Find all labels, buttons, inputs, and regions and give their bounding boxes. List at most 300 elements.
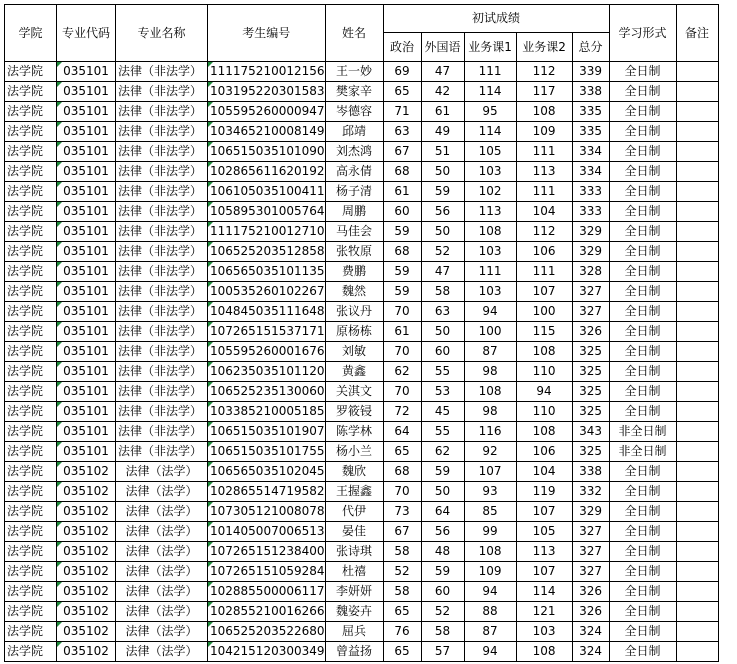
cell-college[interactable]: 法学院 <box>5 202 57 222</box>
cell-foreign-language[interactable]: 55 <box>421 422 464 442</box>
cell-student-name[interactable]: 费鹏 <box>325 262 383 282</box>
cell-foreign-language[interactable]: 59 <box>421 182 464 202</box>
cell-college[interactable]: 法学院 <box>5 462 57 482</box>
cell-major-code[interactable]: 035101 <box>57 82 116 102</box>
cell-course-1[interactable]: 98 <box>464 362 516 382</box>
cell-college[interactable]: 法学院 <box>5 562 57 582</box>
cell-politics[interactable]: 65 <box>383 642 421 662</box>
cell-major-name[interactable]: 法律（法学） <box>116 522 208 542</box>
cell-exam-number[interactable]: 106525235130060 <box>208 382 326 402</box>
cell-exam-number[interactable]: 106565035102045 <box>208 462 326 482</box>
cell-study-mode[interactable]: 全日制 <box>609 262 676 282</box>
header-exam-number[interactable]: 考生编号 <box>208 5 326 62</box>
cell-course-2[interactable]: 107 <box>516 282 572 302</box>
cell-foreign-language[interactable]: 53 <box>421 382 464 402</box>
cell-major-code[interactable]: 035101 <box>57 442 116 462</box>
cell-total[interactable]: 324 <box>572 642 609 662</box>
cell-study-mode[interactable]: 全日制 <box>609 562 676 582</box>
cell-course-2[interactable]: 111 <box>516 142 572 162</box>
cell-course-1[interactable]: 94 <box>464 582 516 602</box>
cell-study-mode[interactable]: 全日制 <box>609 122 676 142</box>
cell-course-2[interactable]: 106 <box>516 242 572 262</box>
cell-course-2[interactable]: 100 <box>516 302 572 322</box>
cell-major-name[interactable]: 法律（非法学） <box>116 182 208 202</box>
cell-course-2[interactable]: 109 <box>516 122 572 142</box>
cell-course-1[interactable]: 116 <box>464 422 516 442</box>
cell-exam-number[interactable]: 106515035101755 <box>208 442 326 462</box>
cell-major-name[interactable]: 法律（非法学） <box>116 302 208 322</box>
cell-course-2[interactable]: 112 <box>516 62 572 82</box>
cell-remarks[interactable] <box>676 262 718 282</box>
cell-college[interactable]: 法学院 <box>5 62 57 82</box>
cell-politics[interactable]: 58 <box>383 542 421 562</box>
cell-major-name[interactable]: 法律（非法学） <box>116 282 208 302</box>
cell-remarks[interactable] <box>676 222 718 242</box>
cell-student-name[interactable]: 刘杰鸿 <box>325 142 383 162</box>
cell-exam-number[interactable]: 111175210012710 <box>208 222 326 242</box>
cell-course-1[interactable]: 87 <box>464 342 516 362</box>
cell-major-code[interactable]: 035102 <box>57 582 116 602</box>
cell-total[interactable]: 327 <box>572 562 609 582</box>
cell-course-1[interactable]: 114 <box>464 122 516 142</box>
cell-politics[interactable]: 72 <box>383 402 421 422</box>
cell-remarks[interactable] <box>676 82 718 102</box>
cell-major-name[interactable]: 法律（法学） <box>116 542 208 562</box>
cell-student-name[interactable]: 张牧原 <box>325 242 383 262</box>
cell-college[interactable]: 法学院 <box>5 482 57 502</box>
cell-total[interactable]: 329 <box>572 242 609 262</box>
cell-exam-number[interactable]: 103465210008149 <box>208 122 326 142</box>
cell-remarks[interactable] <box>676 642 718 662</box>
cell-exam-number[interactable]: 102865611620192 <box>208 162 326 182</box>
cell-student-name[interactable]: 杨子清 <box>325 182 383 202</box>
cell-study-mode[interactable]: 全日制 <box>609 62 676 82</box>
cell-exam-number[interactable]: 100535260102267 <box>208 282 326 302</box>
cell-major-name[interactable]: 法律（非法学） <box>116 422 208 442</box>
cell-foreign-language[interactable]: 58 <box>421 622 464 642</box>
cell-college[interactable]: 法学院 <box>5 222 57 242</box>
cell-politics[interactable]: 63 <box>383 122 421 142</box>
cell-major-name[interactable]: 法律（非法学） <box>116 162 208 182</box>
cell-politics[interactable]: 65 <box>383 442 421 462</box>
cell-course-2[interactable]: 114 <box>516 582 572 602</box>
cell-exam-number[interactable]: 106105035100411 <box>208 182 326 202</box>
cell-college[interactable]: 法学院 <box>5 602 57 622</box>
cell-total[interactable]: 325 <box>572 442 609 462</box>
cell-total[interactable]: 334 <box>572 142 609 162</box>
cell-major-code[interactable]: 035102 <box>57 622 116 642</box>
cell-total[interactable]: 326 <box>572 602 609 622</box>
cell-total[interactable]: 334 <box>572 162 609 182</box>
cell-politics[interactable]: 68 <box>383 242 421 262</box>
cell-total[interactable]: 327 <box>572 522 609 542</box>
cell-college[interactable]: 法学院 <box>5 282 57 302</box>
cell-foreign-language[interactable]: 57 <box>421 642 464 662</box>
cell-major-name[interactable]: 法律（法学） <box>116 602 208 622</box>
cell-exam-number[interactable]: 106515035101090 <box>208 142 326 162</box>
cell-study-mode[interactable]: 全日制 <box>609 202 676 222</box>
cell-total[interactable]: 339 <box>572 62 609 82</box>
cell-course-1[interactable]: 114 <box>464 82 516 102</box>
cell-course-1[interactable]: 109 <box>464 562 516 582</box>
cell-student-name[interactable]: 魏然 <box>325 282 383 302</box>
header-remarks[interactable]: 备注 <box>676 5 718 62</box>
cell-remarks[interactable] <box>676 402 718 422</box>
cell-major-code[interactable]: 035102 <box>57 642 116 662</box>
header-major-code[interactable]: 专业代码 <box>57 5 116 62</box>
cell-course-2[interactable]: 119 <box>516 482 572 502</box>
cell-college[interactable]: 法学院 <box>5 402 57 422</box>
cell-total[interactable]: 328 <box>572 262 609 282</box>
cell-foreign-language[interactable]: 50 <box>421 222 464 242</box>
header-foreign-language[interactable]: 外国语 <box>421 33 464 62</box>
cell-student-name[interactable]: 罗筱锓 <box>325 402 383 422</box>
cell-course-1[interactable]: 108 <box>464 222 516 242</box>
cell-remarks[interactable] <box>676 62 718 82</box>
cell-exam-number[interactable]: 104845035111648 <box>208 302 326 322</box>
cell-major-name[interactable]: 法律（法学） <box>116 502 208 522</box>
cell-politics[interactable]: 71 <box>383 102 421 122</box>
cell-politics[interactable]: 62 <box>383 362 421 382</box>
cell-study-mode[interactable]: 全日制 <box>609 602 676 622</box>
cell-foreign-language[interactable]: 55 <box>421 362 464 382</box>
cell-foreign-language[interactable]: 42 <box>421 82 464 102</box>
cell-course-1[interactable]: 93 <box>464 482 516 502</box>
cell-major-code[interactable]: 035101 <box>57 422 116 442</box>
cell-course-1[interactable]: 107 <box>464 462 516 482</box>
cell-major-name[interactable]: 法律（非法学） <box>116 62 208 82</box>
cell-course-2[interactable]: 107 <box>516 502 572 522</box>
cell-remarks[interactable] <box>676 282 718 302</box>
cell-foreign-language[interactable]: 50 <box>421 322 464 342</box>
cell-study-mode[interactable]: 全日制 <box>609 362 676 382</box>
cell-major-code[interactable]: 035101 <box>57 362 116 382</box>
cell-politics[interactable]: 73 <box>383 502 421 522</box>
cell-student-name[interactable]: 杜禧 <box>325 562 383 582</box>
cell-course-2[interactable]: 115 <box>516 322 572 342</box>
cell-course-1[interactable]: 85 <box>464 502 516 522</box>
cell-politics[interactable]: 59 <box>383 282 421 302</box>
cell-study-mode[interactable]: 全日制 <box>609 242 676 262</box>
cell-study-mode[interactable]: 全日制 <box>609 322 676 342</box>
cell-exam-number[interactable]: 102855210016266 <box>208 602 326 622</box>
cell-student-name[interactable]: 周鹏 <box>325 202 383 222</box>
cell-study-mode[interactable]: 全日制 <box>609 542 676 562</box>
cell-student-name[interactable]: 屈兵 <box>325 622 383 642</box>
cell-major-code[interactable]: 035102 <box>57 602 116 622</box>
cell-college[interactable]: 法学院 <box>5 362 57 382</box>
header-total[interactable]: 总分 <box>572 33 609 62</box>
cell-foreign-language[interactable]: 56 <box>421 202 464 222</box>
cell-college[interactable]: 法学院 <box>5 162 57 182</box>
cell-study-mode[interactable]: 全日制 <box>609 462 676 482</box>
cell-study-mode[interactable]: 全日制 <box>609 582 676 602</box>
cell-politics[interactable]: 70 <box>383 342 421 362</box>
cell-major-code[interactable]: 035101 <box>57 202 116 222</box>
cell-course-2[interactable]: 94 <box>516 382 572 402</box>
cell-major-name[interactable]: 法律（非法学） <box>116 102 208 122</box>
cell-study-mode[interactable]: 全日制 <box>609 342 676 362</box>
cell-foreign-language[interactable]: 45 <box>421 402 464 422</box>
cell-course-1[interactable]: 103 <box>464 162 516 182</box>
cell-total[interactable]: 338 <box>572 462 609 482</box>
header-study-mode[interactable]: 学习形式 <box>609 5 676 62</box>
cell-student-name[interactable]: 原杨栋 <box>325 322 383 342</box>
cell-student-name[interactable]: 黄鑫 <box>325 362 383 382</box>
cell-foreign-language[interactable]: 58 <box>421 282 464 302</box>
cell-major-name[interactable]: 法律（法学） <box>116 582 208 602</box>
cell-course-1[interactable]: 100 <box>464 322 516 342</box>
cell-college[interactable]: 法学院 <box>5 642 57 662</box>
cell-student-name[interactable]: 马佳会 <box>325 222 383 242</box>
cell-major-name[interactable]: 法律（非法学） <box>116 142 208 162</box>
cell-total[interactable]: 325 <box>572 342 609 362</box>
cell-course-2[interactable]: 105 <box>516 522 572 542</box>
cell-course-1[interactable]: 99 <box>464 522 516 542</box>
cell-remarks[interactable] <box>676 322 718 342</box>
cell-major-code[interactable]: 035101 <box>57 302 116 322</box>
cell-major-code[interactable]: 035102 <box>57 522 116 542</box>
cell-politics[interactable]: 68 <box>383 462 421 482</box>
cell-remarks[interactable] <box>676 182 718 202</box>
cell-remarks[interactable] <box>676 582 718 602</box>
cell-course-1[interactable]: 105 <box>464 142 516 162</box>
cell-course-2[interactable]: 113 <box>516 162 572 182</box>
cell-major-name[interactable]: 法律（法学） <box>116 462 208 482</box>
cell-major-name[interactable]: 法律（法学） <box>116 622 208 642</box>
cell-major-code[interactable]: 035101 <box>57 402 116 422</box>
cell-student-name[interactable]: 代伊 <box>325 502 383 522</box>
cell-remarks[interactable] <box>676 502 718 522</box>
cell-exam-number[interactable]: 107305121008078 <box>208 502 326 522</box>
cell-foreign-language[interactable]: 47 <box>421 262 464 282</box>
cell-course-2[interactable]: 111 <box>516 262 572 282</box>
cell-course-1[interactable]: 103 <box>464 282 516 302</box>
cell-course-2[interactable]: 108 <box>516 342 572 362</box>
cell-politics[interactable]: 59 <box>383 222 421 242</box>
cell-foreign-language[interactable]: 61 <box>421 102 464 122</box>
cell-exam-number[interactable]: 111175210012156 <box>208 62 326 82</box>
cell-total[interactable]: 343 <box>572 422 609 442</box>
cell-total[interactable]: 326 <box>572 582 609 602</box>
cell-major-code[interactable]: 035101 <box>57 162 116 182</box>
cell-student-name[interactable]: 王握鑫 <box>325 482 383 502</box>
cell-exam-number[interactable]: 101405007006513 <box>208 522 326 542</box>
cell-remarks[interactable] <box>676 382 718 402</box>
header-major-name[interactable]: 专业名称 <box>116 5 208 62</box>
cell-exam-number[interactable]: 107265151238400 <box>208 542 326 562</box>
cell-politics[interactable]: 65 <box>383 602 421 622</box>
cell-total[interactable]: 329 <box>572 502 609 522</box>
cell-foreign-language[interactable]: 47 <box>421 62 464 82</box>
cell-politics[interactable]: 61 <box>383 182 421 202</box>
cell-politics[interactable]: 68 <box>383 162 421 182</box>
header-college[interactable]: 学院 <box>5 5 57 62</box>
header-course-2[interactable]: 业务课2 <box>516 33 572 62</box>
cell-college[interactable]: 法学院 <box>5 82 57 102</box>
cell-course-1[interactable]: 102 <box>464 182 516 202</box>
cell-exam-number[interactable]: 102885500006117 <box>208 582 326 602</box>
cell-course-2[interactable]: 108 <box>516 422 572 442</box>
cell-college[interactable]: 法学院 <box>5 622 57 642</box>
cell-exam-number[interactable]: 106525203522680 <box>208 622 326 642</box>
cell-major-code[interactable]: 035101 <box>57 102 116 122</box>
cell-course-2[interactable]: 111 <box>516 182 572 202</box>
cell-student-name[interactable]: 王一妙 <box>325 62 383 82</box>
cell-total[interactable]: 325 <box>572 382 609 402</box>
cell-major-code[interactable]: 035101 <box>57 242 116 262</box>
cell-exam-number[interactable]: 106525203512858 <box>208 242 326 262</box>
cell-course-1[interactable]: 94 <box>464 302 516 322</box>
cell-course-1[interactable]: 88 <box>464 602 516 622</box>
cell-remarks[interactable] <box>676 362 718 382</box>
cell-remarks[interactable] <box>676 202 718 222</box>
cell-remarks[interactable] <box>676 122 718 142</box>
cell-student-name[interactable]: 魏欣 <box>325 462 383 482</box>
cell-college[interactable]: 法学院 <box>5 442 57 462</box>
cell-course-1[interactable]: 111 <box>464 62 516 82</box>
cell-major-code[interactable]: 035101 <box>57 122 116 142</box>
cell-remarks[interactable] <box>676 102 718 122</box>
cell-foreign-language[interactable]: 50 <box>421 162 464 182</box>
cell-politics[interactable]: 59 <box>383 262 421 282</box>
cell-major-code[interactable]: 035101 <box>57 222 116 242</box>
cell-total[interactable]: 327 <box>572 542 609 562</box>
cell-exam-number[interactable]: 106515035101907 <box>208 422 326 442</box>
cell-course-2[interactable]: 110 <box>516 402 572 422</box>
cell-college[interactable]: 法学院 <box>5 582 57 602</box>
cell-remarks[interactable] <box>676 522 718 542</box>
cell-foreign-language[interactable]: 60 <box>421 342 464 362</box>
cell-study-mode[interactable]: 全日制 <box>609 102 676 122</box>
cell-course-1[interactable]: 103 <box>464 242 516 262</box>
cell-student-name[interactable]: 关淇文 <box>325 382 383 402</box>
cell-politics[interactable]: 67 <box>383 522 421 542</box>
cell-student-name[interactable]: 魏姿卉 <box>325 602 383 622</box>
cell-study-mode[interactable]: 全日制 <box>609 302 676 322</box>
cell-study-mode[interactable]: 全日制 <box>609 482 676 502</box>
cell-major-code[interactable]: 035101 <box>57 322 116 342</box>
cell-course-2[interactable]: 108 <box>516 102 572 122</box>
cell-foreign-language[interactable]: 50 <box>421 482 464 502</box>
cell-remarks[interactable] <box>676 142 718 162</box>
cell-major-code[interactable]: 035101 <box>57 142 116 162</box>
cell-study-mode[interactable]: 全日制 <box>609 382 676 402</box>
cell-total[interactable]: 329 <box>572 222 609 242</box>
cell-major-name[interactable]: 法律（非法学） <box>116 442 208 462</box>
cell-exam-number[interactable]: 106565035101135 <box>208 262 326 282</box>
cell-major-code[interactable]: 035101 <box>57 282 116 302</box>
cell-exam-number[interactable]: 104215120300349 <box>208 642 326 662</box>
cell-student-name[interactable]: 樊家辛 <box>325 82 383 102</box>
cell-foreign-language[interactable]: 56 <box>421 522 464 542</box>
cell-college[interactable]: 法学院 <box>5 542 57 562</box>
cell-course-2[interactable]: 104 <box>516 462 572 482</box>
cell-major-name[interactable]: 法律（法学） <box>116 642 208 662</box>
cell-exam-number[interactable]: 107265151059284 <box>208 562 326 582</box>
cell-exam-number[interactable]: 105595260001676 <box>208 342 326 362</box>
cell-course-1[interactable]: 111 <box>464 262 516 282</box>
cell-course-2[interactable]: 104 <box>516 202 572 222</box>
cell-major-name[interactable]: 法律（法学） <box>116 562 208 582</box>
cell-college[interactable]: 法学院 <box>5 262 57 282</box>
cell-politics[interactable]: 70 <box>383 482 421 502</box>
cell-total[interactable]: 324 <box>572 622 609 642</box>
cell-college[interactable]: 法学院 <box>5 382 57 402</box>
cell-student-name[interactable]: 杨小兰 <box>325 442 383 462</box>
cell-college[interactable]: 法学院 <box>5 182 57 202</box>
cell-politics[interactable]: 76 <box>383 622 421 642</box>
cell-total[interactable]: 325 <box>572 402 609 422</box>
cell-politics[interactable]: 70 <box>383 382 421 402</box>
header-course-1[interactable]: 业务课1 <box>464 33 516 62</box>
cell-foreign-language[interactable]: 52 <box>421 242 464 262</box>
cell-student-name[interactable]: 刘敏 <box>325 342 383 362</box>
cell-exam-number[interactable]: 105595260000947 <box>208 102 326 122</box>
header-politics[interactable]: 政治 <box>383 33 421 62</box>
cell-major-code[interactable]: 035102 <box>57 542 116 562</box>
cell-major-code[interactable]: 035102 <box>57 482 116 502</box>
cell-politics[interactable]: 70 <box>383 302 421 322</box>
cell-course-1[interactable]: 98 <box>464 402 516 422</box>
cell-student-name[interactable]: 张议丹 <box>325 302 383 322</box>
cell-major-code[interactable]: 035102 <box>57 502 116 522</box>
cell-remarks[interactable] <box>676 482 718 502</box>
cell-remarks[interactable] <box>676 622 718 642</box>
cell-study-mode[interactable]: 全日制 <box>609 282 676 302</box>
cell-course-1[interactable]: 87 <box>464 622 516 642</box>
cell-course-2[interactable]: 112 <box>516 222 572 242</box>
cell-major-name[interactable]: 法律（非法学） <box>116 222 208 242</box>
cell-college[interactable]: 法学院 <box>5 102 57 122</box>
cell-major-code[interactable]: 035101 <box>57 342 116 362</box>
cell-total[interactable]: 327 <box>572 282 609 302</box>
cell-remarks[interactable] <box>676 442 718 462</box>
cell-college[interactable]: 法学院 <box>5 422 57 442</box>
cell-major-code[interactable]: 035101 <box>57 62 116 82</box>
cell-study-mode[interactable]: 全日制 <box>609 502 676 522</box>
cell-college[interactable]: 法学院 <box>5 242 57 262</box>
cell-foreign-language[interactable]: 48 <box>421 542 464 562</box>
cell-remarks[interactable] <box>676 602 718 622</box>
cell-student-name[interactable]: 李妍妍 <box>325 582 383 602</box>
cell-course-1[interactable]: 95 <box>464 102 516 122</box>
cell-course-2[interactable]: 110 <box>516 362 572 382</box>
cell-major-code[interactable]: 035101 <box>57 382 116 402</box>
cell-foreign-language[interactable]: 51 <box>421 142 464 162</box>
cell-total[interactable]: 335 <box>572 102 609 122</box>
cell-total[interactable]: 327 <box>572 302 609 322</box>
cell-remarks[interactable] <box>676 462 718 482</box>
cell-study-mode[interactable]: 全日制 <box>609 162 676 182</box>
cell-course-1[interactable]: 108 <box>464 382 516 402</box>
cell-foreign-language[interactable]: 59 <box>421 462 464 482</box>
cell-foreign-language[interactable]: 59 <box>421 562 464 582</box>
cell-major-name[interactable]: 法律（非法学） <box>116 242 208 262</box>
cell-study-mode[interactable]: 非全日制 <box>609 422 676 442</box>
cell-total[interactable]: 333 <box>572 202 609 222</box>
header-prelim-scores[interactable]: 初试成绩 <box>383 5 609 33</box>
cell-course-2[interactable]: 106 <box>516 442 572 462</box>
cell-major-name[interactable]: 法律（非法学） <box>116 82 208 102</box>
cell-course-2[interactable]: 108 <box>516 642 572 662</box>
cell-college[interactable]: 法学院 <box>5 522 57 542</box>
cell-major-name[interactable]: 法律（非法学） <box>116 402 208 422</box>
cell-politics[interactable]: 60 <box>383 202 421 222</box>
cell-college[interactable]: 法学院 <box>5 142 57 162</box>
cell-exam-number[interactable]: 106235035101120 <box>208 362 326 382</box>
cell-foreign-language[interactable]: 63 <box>421 302 464 322</box>
